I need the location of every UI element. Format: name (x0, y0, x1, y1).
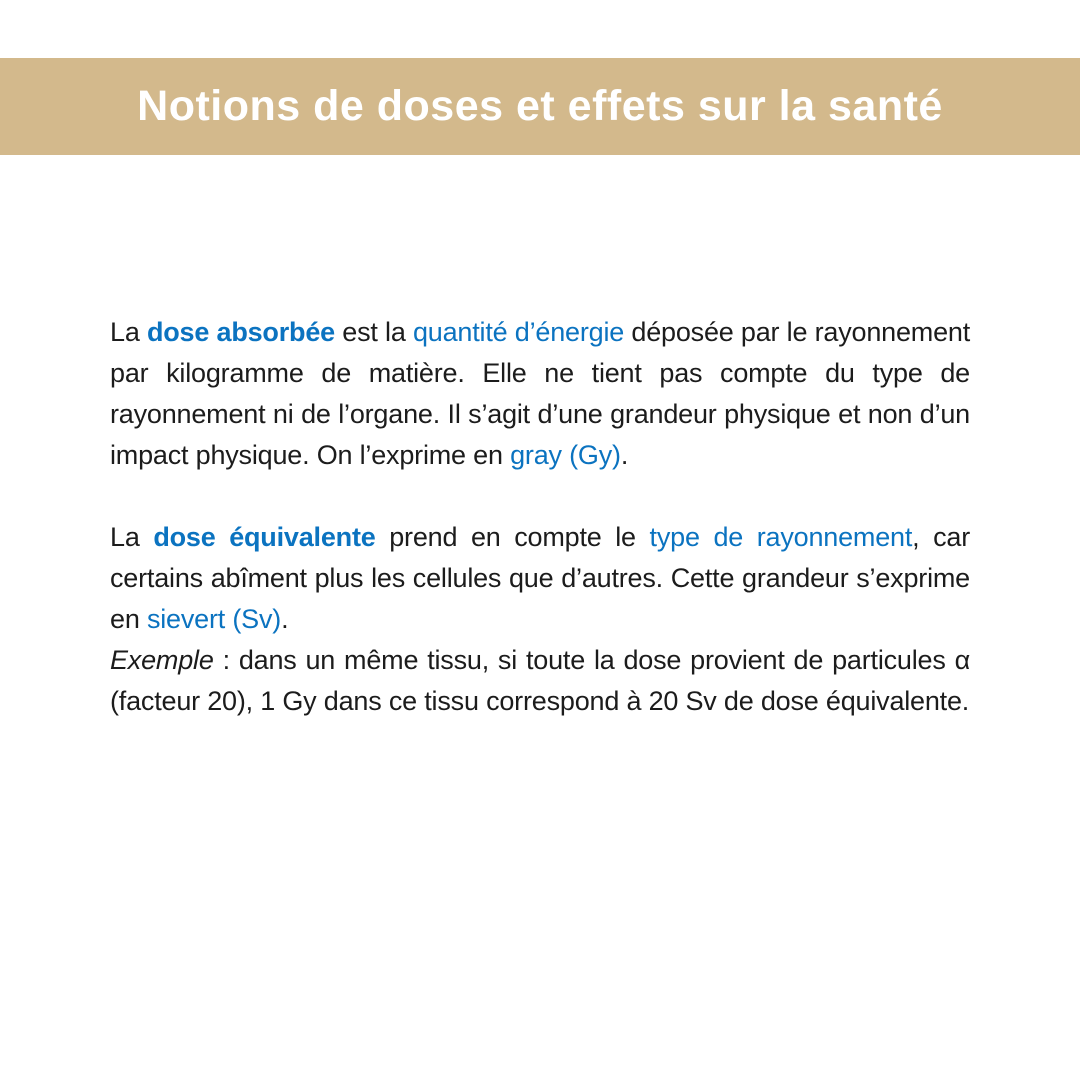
body-text-block (110, 312, 970, 722)
paragraph-dose-absorbee: La dose absorbée est la quantité d’énergie déposée par le rayonnement par kilogramme de matière. Elle ne tient pas compte du type de rayonnement ni de l’organe. Il s’agit d’une grandeur physique et non d’un impact physique. On l’exprime en gray (Gy). (110, 317, 971, 470)
title-banner (0, 58, 1080, 155)
paragraph-exemple: Exemple : dans un même tissu, si toute la dose provient de particules α (facteur 20), 1 Gy dans ce tissu correspond à 20 Sv de dose équivalente. (110, 645, 970, 716)
page-title: Notions de doses et effets sur la santé (137, 82, 943, 130)
paragraph-dose-equivalente: La dose équivalente prend en compte le type de rayonnement, car certains abîment plus les cellules que d’autres. Cette grandeur s’exprime en sievert (Sv). (110, 522, 971, 634)
